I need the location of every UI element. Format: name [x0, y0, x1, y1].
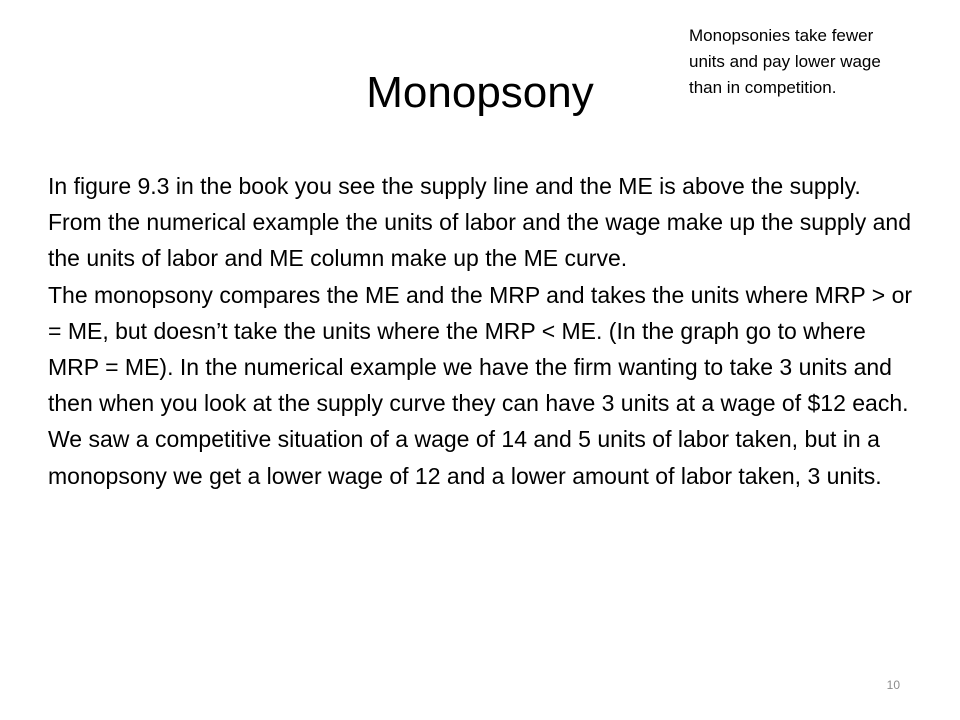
- paragraph-3: We saw a competitive situation of a wage of 14 and 5 units of labor taken, but in a monopsony we get a lower wage of 12 and a lower amount of labor taken, 3 units.: [48, 426, 882, 489]
- slide-title: Monopsony: [366, 68, 594, 117]
- paragraph-1: In figure 9.3 in the book you see the supply line and the ME is above the supply. From the numerical example the units of labor and the wage make up the supply and the units of labor and ME column make up the ME curve.: [48, 173, 911, 272]
- side-note: Monopsonies take fewer units and pay lower wage than in competition.: [689, 26, 881, 97]
- body-text: [48, 168, 918, 494]
- page-number: 10: [886, 678, 900, 692]
- paragraph-2: The monopsony compares the ME and the MRP and takes the units where MRP > or = ME, but doesn’t take the units where the MRP < ME. (In the graph go to where MRP = ME). In the numerical example we have the firm wanting to take 3 units and then when you look at the supply curve they can have 3 units at a wage of $12 each.: [48, 281, 913, 417]
